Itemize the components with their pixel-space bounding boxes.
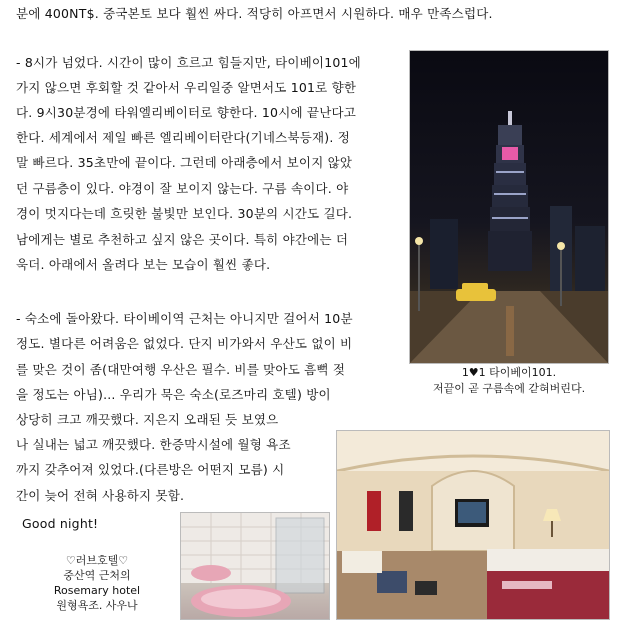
hotel-bathroom-illustration bbox=[181, 513, 329, 619]
good-night-text: Good night! bbox=[22, 516, 99, 531]
hotel-room-illustration bbox=[337, 431, 609, 619]
text-line-hotel-3: 를 맞은 것이 좀(대만여행 우산은 필수. 비를 맞아도 흠뻑 젖 bbox=[16, 362, 346, 377]
night-photo-caption-line2: 저끝이 곧 구름속에 갇혀버린다. bbox=[432, 382, 586, 395]
text-line-hotel-4: 을 정도는 아님)... 우리가 묵은 숙소(로즈마리 호텔) 방이 bbox=[16, 387, 331, 402]
hotel-room-photo bbox=[336, 430, 610, 620]
text-line-taipei101-9: 욱더. 아래에서 올려다 보는 모습이 훨씬 좋다. bbox=[16, 257, 271, 272]
bath-caption-line3: Rosemary hotel bbox=[53, 584, 141, 597]
night-photo-caption-line1: 1♥1 타이베이101. bbox=[461, 366, 557, 379]
text-line-taipei101-7: 경이 멋지다는데 흐릿한 불빛만 보인다. 30분의 시간도 길다. bbox=[16, 206, 353, 221]
taipei101-night-photo bbox=[409, 50, 609, 364]
text-line-taipei101-5: 말 빠르다. 35초만에 끝이다. 그런데 아래층에서 보이지 않았 bbox=[16, 155, 353, 170]
text-line-hotel-2: 정도. 별다른 어려움은 없었다. 단지 비가와서 우산도 없이 비 bbox=[16, 336, 353, 351]
text-line-taipei101-8: 남에게는 별로 추천하고 싶지 않은 곳이다. 특히 야간에는 더 bbox=[16, 232, 349, 247]
text-line-hotel-7: 까지 갖추어져 있었다.(다른방은 어떤지 모름) 시 bbox=[16, 462, 285, 477]
text-line-taipei101-2: 가지 않으면 후회할 것 같아서 우리일중 알면서도 101로 향한 bbox=[16, 80, 357, 95]
bath-caption-line2: 중산역 근처의 bbox=[63, 569, 131, 582]
taipei101-night-illustration bbox=[410, 51, 608, 363]
text-line-hotel-8: 간이 늦어 전혀 사용하지 못함. bbox=[16, 488, 185, 503]
bath-caption-line4: 원형욕조. 사우나 bbox=[56, 599, 138, 612]
text-line-taipei101-3: 다. 9시30분경에 타워엘리베이터로 향한다. 10시에 끝난다고 bbox=[16, 105, 357, 120]
text-line-hotel-5: 상당히 크고 깨끗했다. 지은지 오래된 듯 보였으 bbox=[16, 412, 279, 427]
hotel-bathroom-photo bbox=[180, 512, 330, 620]
text-line-intro: 분에 400NT$. 중국본토 보다 훨씬 싸다. 적당히 아프면서 시원하다. 매우 만족스럽다. bbox=[16, 6, 493, 21]
text-line-taipei101-6: 던 구름층이 있다. 야경이 잘 보이지 않는다. 구름 속이다. 야 bbox=[16, 181, 349, 196]
text-line-taipei101-4: 한다. 세계에서 제일 빠른 엘리베이터란다(기네스북등재). 정 bbox=[16, 130, 350, 145]
bath-caption-line1: ♡러브호텔♡ bbox=[65, 554, 129, 567]
text-line-taipei101-1: - 8시가 넘었다. 시간이 많이 흐르고 힘들지만, 타이베이101에 bbox=[16, 55, 361, 70]
text-line-hotel-6: 나 실내는 넓고 깨끗했다. 한증막시설에 월형 욕조 bbox=[16, 437, 291, 452]
text-line-hotel-1: - 숙소에 돌아왔다. 타이베이역 근처는 아니지만 걸어서 10분 bbox=[16, 311, 353, 326]
